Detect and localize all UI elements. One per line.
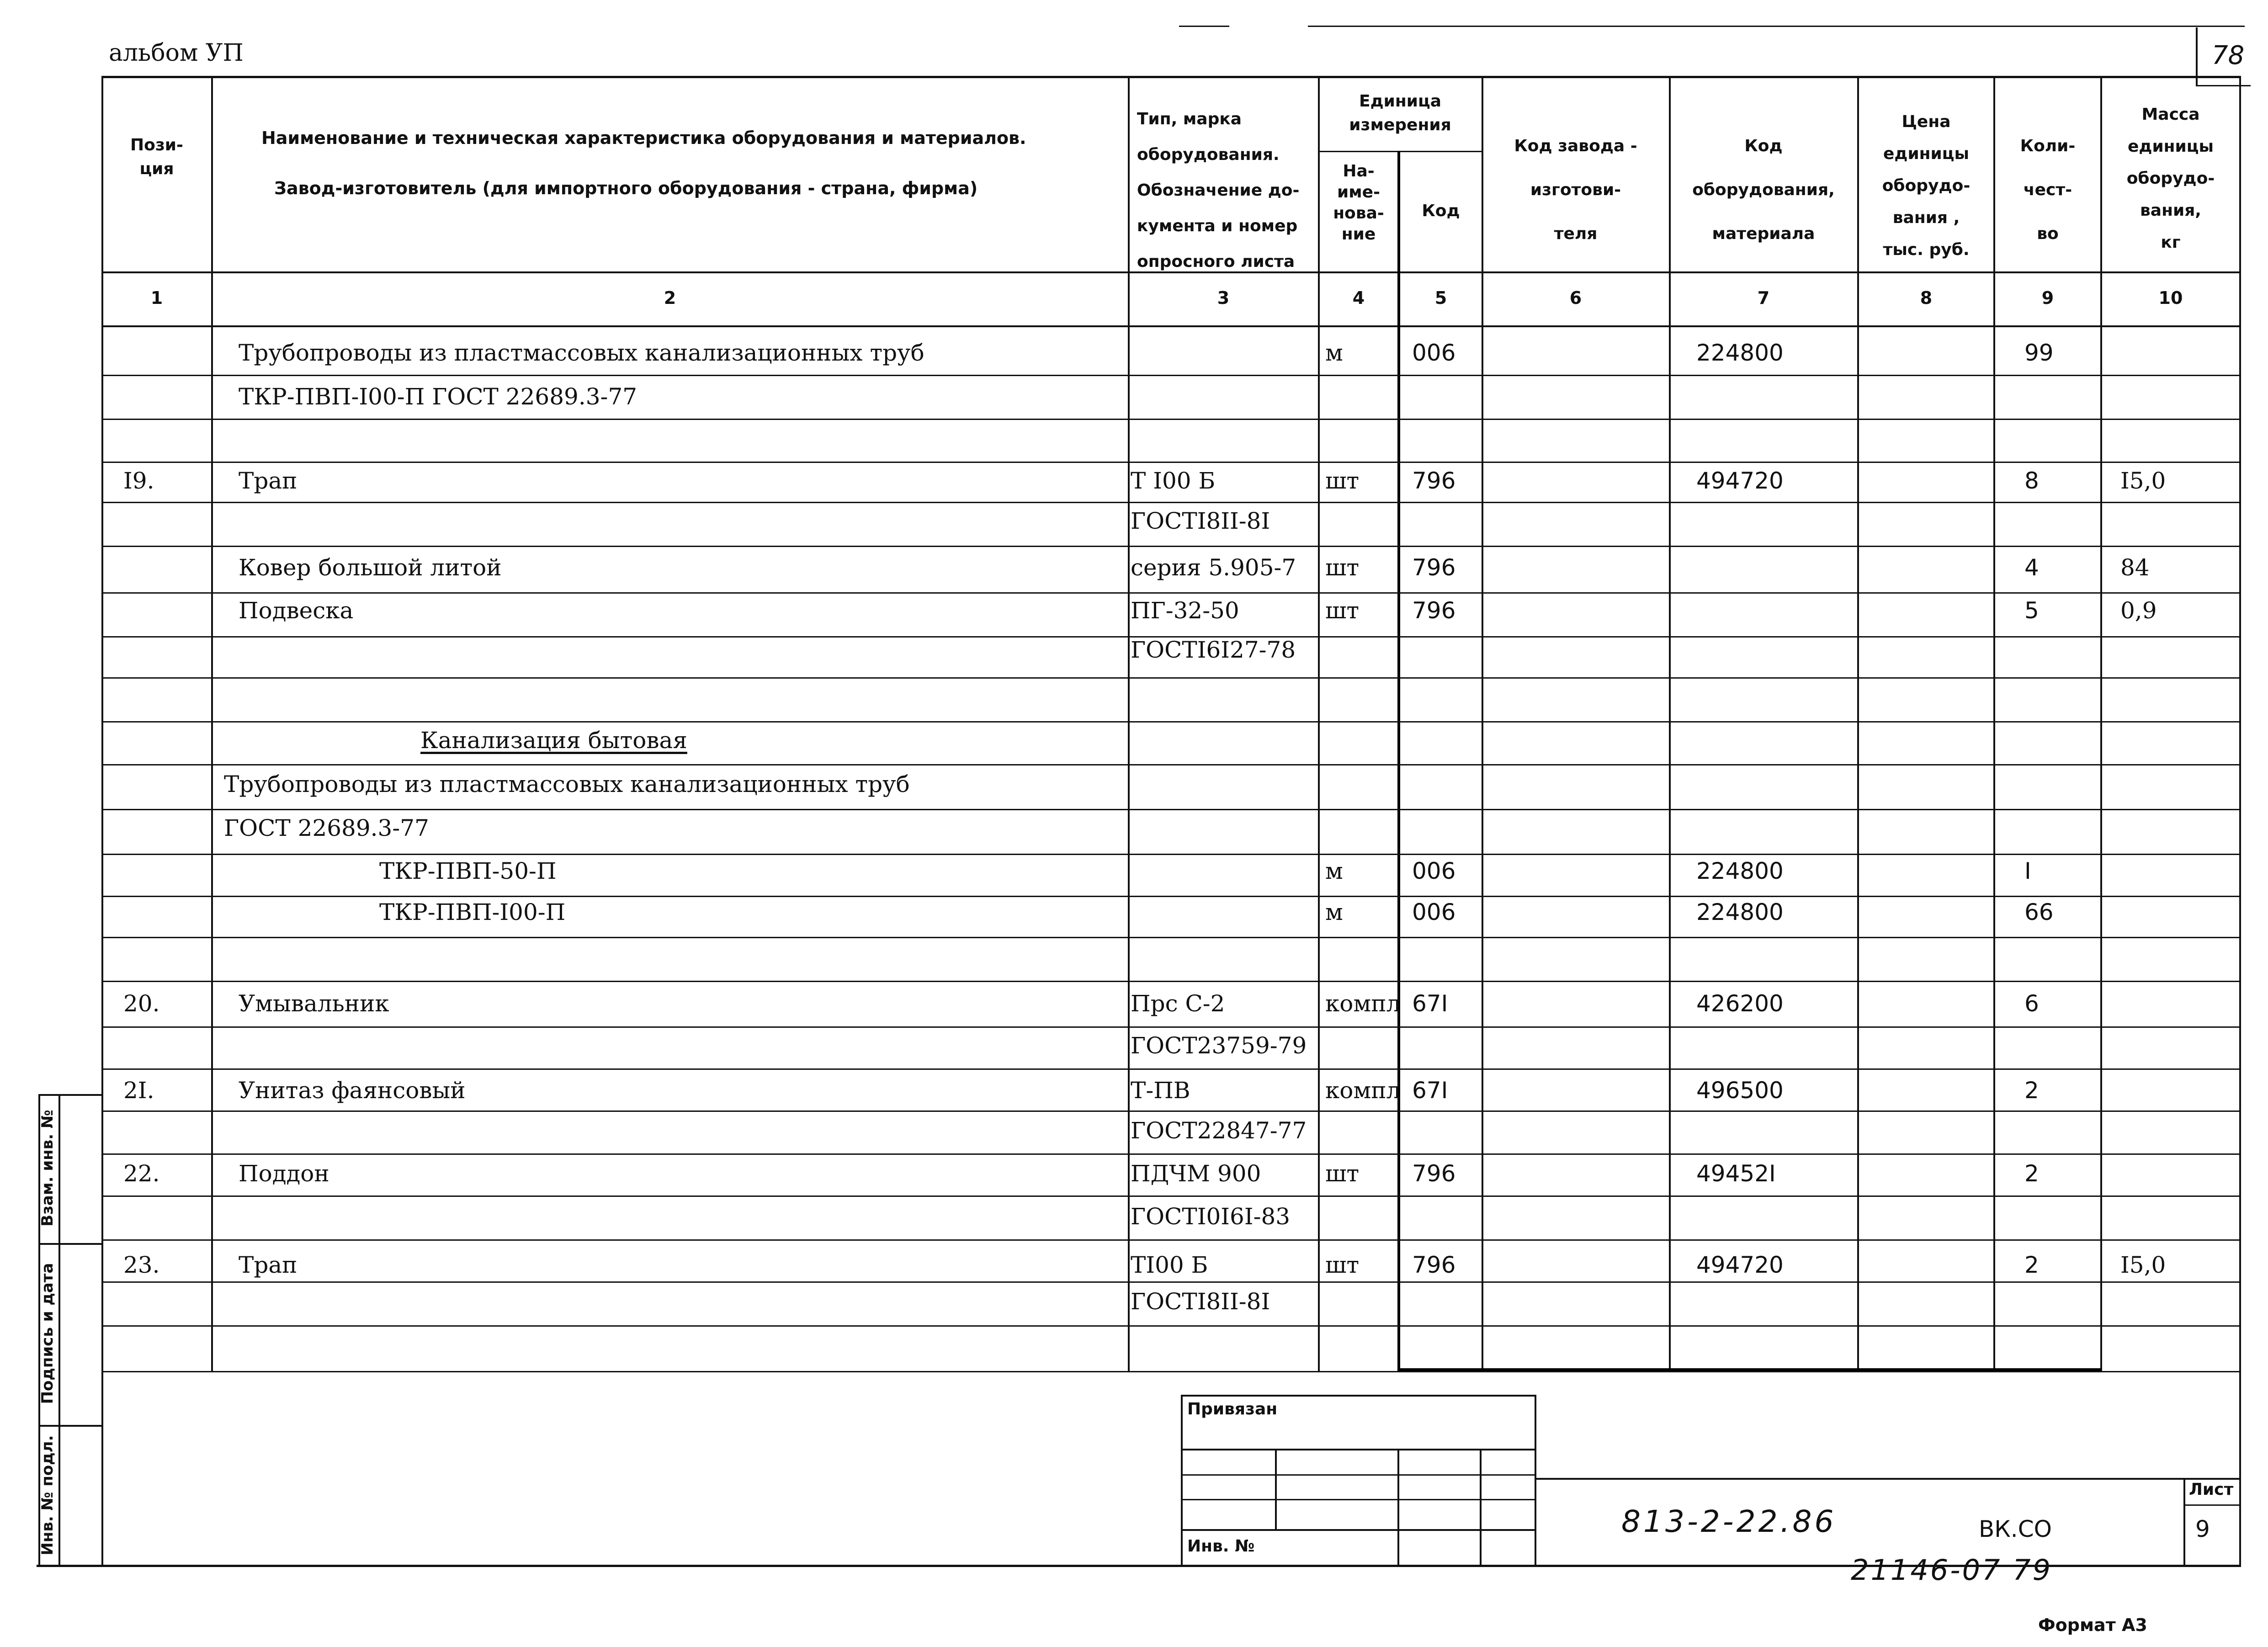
row-divider [101,1110,2241,1112]
row-unit: шт [1325,468,1360,494]
header-price-line: вания , [1892,208,1960,227]
col-number-6: 6 [1569,288,1582,308]
row-name: Трубопроводы из пластмассовых канализационных труб [239,340,924,366]
row-name: ТКР-ПВП-I00-П ГОСТ 22689.3-77 [239,383,637,410]
row-divider [101,764,2241,765]
row-mass: I5,0 [2120,1252,2166,1278]
header-price [1859,106,1993,266]
header-qty-line: Коли- [2020,137,2076,155]
header-type [1137,101,1320,280]
row-unit: м [1325,340,1343,366]
row-qty: 2 [2024,1252,2039,1278]
header-equip-line: оборудования, [1692,181,1835,199]
col-number-3: 3 [1217,288,1230,308]
row-position: I9. [123,468,154,494]
row-name: ТКР-ПВП-I00-П [379,899,566,925]
stamp-section: ВК.СО [1979,1516,2052,1542]
header-type-line: опросного листа [1137,252,1295,271]
header-type-line: Обозначение до- [1137,181,1300,200]
header-factory-line: Код завода - [1514,137,1637,155]
row-unit-code: 796 [1412,554,1456,581]
row-name: Трап [239,1252,297,1278]
album-label: альбом УП [109,39,244,67]
row-unit-code: 006 [1412,858,1456,884]
row-divider [101,462,2241,463]
row-equip-code: 224800 [1696,858,1784,884]
row-unit-code: 796 [1412,1160,1456,1187]
row-name: ТКР-ПВП-50-П [379,858,557,884]
row-position: 20. [123,990,160,1017]
header-mass-line: единицы [2127,137,2214,156]
row-divider [101,896,2241,897]
header-price-line: оборудо- [1882,176,1971,195]
row-name: Канализация бытовая [420,727,687,754]
row-name: Унитаз фаянсовый [239,1077,466,1104]
row-qty: 2 [2024,1160,2039,1187]
row-type: ГОСТI0I6I-83 [1131,1203,1291,1230]
header-equip-code [1671,124,1856,256]
row-qty: 2 [2024,1077,2039,1104]
stamp-sheet-number: 9 [2195,1516,2210,1542]
col-number-2: 2 [664,288,676,308]
row-unit: шт [1325,554,1360,581]
row-unit-code: 796 [1412,1252,1456,1278]
row-type: ПДЧМ 900 [1131,1160,1261,1187]
row-divider [101,419,2241,420]
header-price-line: единицы [1883,144,1970,163]
header-factory-line: изготови- [1530,181,1621,199]
row-divider [101,1325,2241,1327]
row-position: 2I. [123,1077,154,1104]
header-qty-line: чест- [2023,181,2072,199]
row-divider [101,592,2241,594]
header-qty-line: во [2037,224,2059,243]
row-unit: шт [1325,1252,1360,1278]
side-label-sign-date: Подпись и дата [38,1263,57,1404]
row-unit: компл [1325,1077,1401,1104]
header-unit-code: Код [1422,202,1460,220]
header-mass-line: вания, [2140,201,2201,220]
header-unit: Единица измерения [1349,92,1451,134]
row-divider [101,677,2241,679]
row-name: Поддон [239,1160,329,1187]
header-mass-line: оборудо- [2126,169,2215,188]
row-mass: I5,0 [2120,468,2166,494]
row-divider [101,1281,2241,1283]
header-factory-code [1483,124,1668,256]
row-divider [101,854,2241,855]
header-name-line1: Наименование и техническая характеристика оборудования и материалов. [261,128,1026,148]
row-type: ГОСТI6I27-78 [1131,637,1296,663]
row-divider [101,1068,2241,1070]
row-divider [101,809,2241,810]
row-name: ГОСТ 22689.3-77 [224,815,429,841]
row-unit-code: 006 [1412,899,1456,925]
row-mass: 84 [2120,554,2150,581]
row-qty: 4 [2024,554,2039,581]
stamp-inv-label: Инв. № [1187,1537,1255,1556]
row-type: ПГ-32-50 [1131,597,1239,624]
row-name: Трубопроводы из пластмассовых канализационных труб [224,771,910,797]
row-equip-code: 494720 [1696,1252,1784,1278]
header-qty [1995,124,2100,256]
row-type: ТI00 Б [1131,1252,1208,1278]
row-type: ГОСТI8II-8I [1131,508,1270,534]
row-unit-code: 67I [1412,1077,1448,1104]
row-unit-code: 006 [1412,340,1456,366]
row-equip-code: 496500 [1696,1077,1784,1104]
col-number-1: 1 [150,288,163,308]
row-type: Т I00 Б [1131,468,1216,494]
row-divider [101,546,2241,547]
row-type: Прс С-2 [1131,990,1225,1017]
row-divider [101,1026,2241,1028]
row-type: ГОСТI8II-8I [1131,1288,1270,1315]
row-mass: 0,9 [2120,597,2157,624]
col-number-8: 8 [1920,288,1933,308]
row-type: Т-ПВ [1131,1077,1190,1104]
row-equip-code: 49452I [1696,1160,1776,1187]
side-label-replace-inv: Взам. инв. № [38,1110,57,1227]
header-mass-line: кг [2161,233,2181,252]
row-unit: шт [1325,597,1360,624]
row-equip-code: 426200 [1696,990,1784,1017]
row-unit: м [1325,858,1343,884]
col-number-9: 9 [2041,288,2054,308]
row-unit-code: 67I [1412,990,1448,1017]
row-divider [101,375,2241,376]
row-unit: компл [1325,990,1401,1017]
row-qty: 99 [2024,340,2054,366]
stamp-archive-number: 21146-07 79 [1851,1553,2053,1587]
header-name-line2: Завод-изготовитель (для импортного оборудования - страна, фирма) [274,178,978,198]
row-unit-code: 796 [1412,468,1456,494]
row-position: 22. [123,1160,160,1187]
side-label-orig-inv: Инв. № подл. [38,1435,57,1556]
header-mass [2102,99,2239,259]
header-price-line: Цена [1902,112,1951,131]
format-label: Формат А3 [2038,1615,2147,1635]
stamp-sheet-label: Лист [2189,1480,2234,1499]
stamp-doc-code: 813-2-22.86 [1621,1504,1837,1539]
row-qty: 5 [2024,597,2039,624]
row-divider [101,502,2241,503]
row-name: Подвеска [239,597,354,624]
row-qty: 8 [2024,468,2039,494]
col-number-4: 4 [1352,288,1365,308]
col-number-5: 5 [1434,288,1447,308]
row-equip-code: 224800 [1696,899,1784,925]
header-equip-line: материала [1712,224,1815,243]
header-pos: Пози- ция [130,136,183,178]
header-type-line: Тип, марка [1137,110,1242,128]
page-corner-number: 78 [2212,41,2245,70]
row-divider [101,1195,2241,1197]
header-unit-name: На- име- нова- ние [1333,162,1384,244]
header-equip-line: Код [1744,137,1783,155]
row-name: Умывальник [239,990,389,1017]
row-type: ГОСТ22847-77 [1131,1117,1307,1144]
header-type-line: кумента и номер [1137,217,1298,235]
row-divider [101,1153,2241,1155]
col-number-7: 7 [1757,288,1770,308]
row-divider [101,981,2241,982]
row-divider [101,721,2241,723]
header-mass-line: Масса [2141,105,2200,124]
row-type: ГОСТ23759-79 [1131,1032,1307,1059]
row-name: Трап [239,468,297,494]
col-number-10: 10 [2158,288,2183,308]
row-unit: м [1325,899,1343,925]
row-divider [101,1371,2241,1372]
row-unit-code: 796 [1412,597,1456,624]
row-position: 23. [123,1252,160,1278]
header-factory-line: теля [1554,224,1598,243]
header-price-line: тыс. руб. [1883,240,1970,259]
row-qty: 66 [2024,899,2054,925]
row-divider [101,1239,2241,1241]
row-type: серия 5.905-7 [1131,554,1296,581]
row-equip-code: 224800 [1696,340,1784,366]
row-equip-code: 494720 [1696,468,1784,494]
header-type-line: оборудования. [1137,145,1280,164]
row-qty: I [2024,858,2031,884]
row-name: Ковер большой литой [239,554,502,581]
table-top-border [101,76,2241,78]
row-unit: шт [1325,1160,1360,1187]
stamp-bound-label: Привязан [1187,1400,1278,1419]
row-divider [101,937,2241,938]
row-qty: 6 [2024,990,2039,1017]
